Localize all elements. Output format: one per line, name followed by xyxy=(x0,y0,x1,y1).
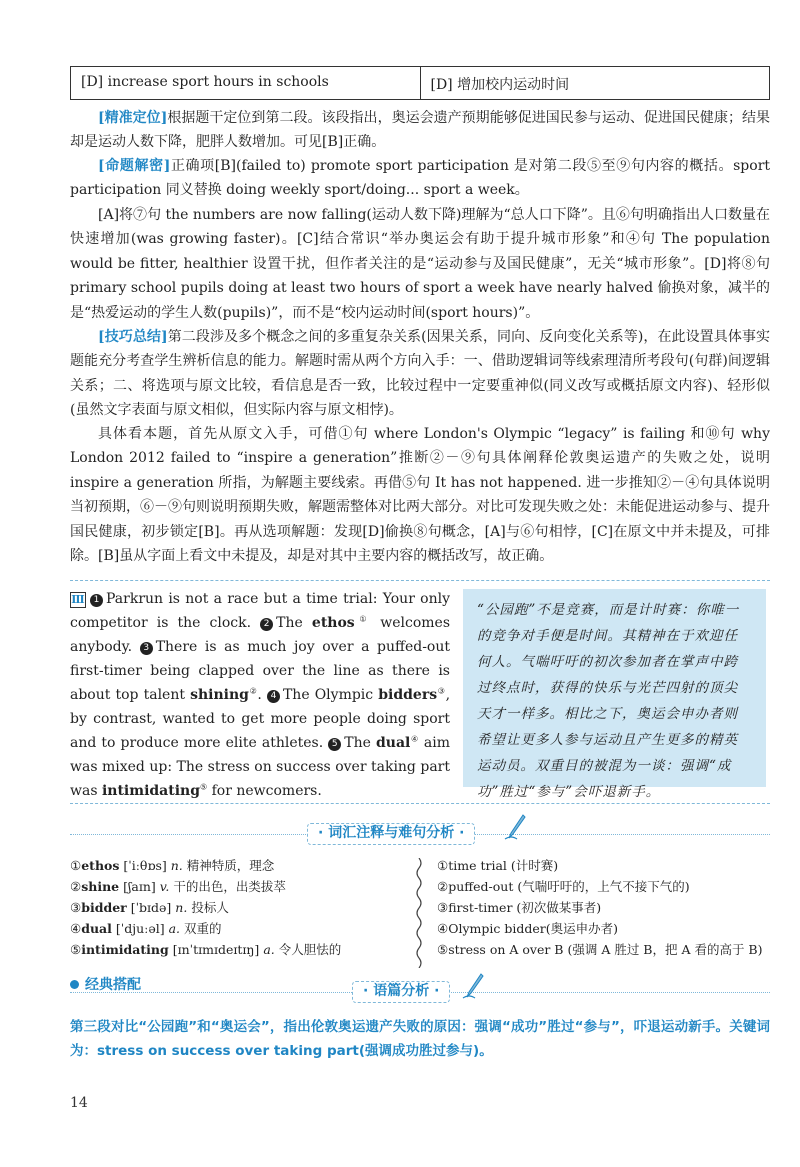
vocab-item: ⑤intimidating [ɪnˈtɪmɪdeɪtɪŋ] a. 令人胆怯的 xyxy=(70,942,342,957)
vocab-word-shining: shining xyxy=(190,687,249,703)
sentence-3-end: . xyxy=(257,687,262,703)
footnote-marker-5: ⑤ xyxy=(200,782,208,792)
vocab-list-left xyxy=(70,855,400,960)
vocab-header: · 词汇注释与难句分析 · xyxy=(307,823,475,845)
sentence-2-start: The xyxy=(276,615,303,631)
footnote-marker-4: ④ xyxy=(410,734,419,744)
discourse-analysis-text: 第三段对比“公园跑”和“奥运会”，指出伦敦奥运遗产失败的原因：强调“成功”胜过“参与”，吓退运动新手。关键词为：stress on success over taking part(强调成功胜过参与)。 xyxy=(70,1019,770,1059)
translation-box: “公园跑”不是竞赛，而是计时赛：你唯一的竞争对手便是时间。其精神在于欢迎任何人。气喘吁吁的初次参加者在掌声中跨过终点时，获得的快乐与光芒四射的顶尖天才一样多。相比之下，奥运会申办者则希望让更多人参与运动且产生更多的精英运动员。双重目的被混为一谈：强调“成功”胜过“参与”会吓退新手。 xyxy=(463,589,766,787)
footnote-marker-1: ① xyxy=(354,614,372,624)
option-d-english: [D] increase sport hours in schools xyxy=(81,74,329,90)
vocab-word-intimidating: intimidating xyxy=(101,783,200,799)
sentence-5-end: for newcomers. xyxy=(211,783,322,799)
vocab-word-dual: dual xyxy=(375,735,411,751)
question-decode-text: 正确项[B](failed to) promote sport participation 是对第二段⑤至⑨句内容的概括。sport participation 同义替换 doing weekly sport/doing... sport a week。 xyxy=(70,158,771,199)
pen-icon xyxy=(503,813,527,841)
phrase-item: ④Olympic bidder(奥运申办者) xyxy=(437,921,618,936)
phrase-item: ②puffed-out (气喘吁吁的，上气不接下气的) xyxy=(437,879,690,894)
precise-location-paragraph xyxy=(70,106,770,155)
sentence-5-middle: aim was mixed up: The stress on success over taking part was xyxy=(70,735,450,799)
vocab-word-bidders: bidders xyxy=(378,687,438,703)
answer-option-table xyxy=(70,66,770,100)
sentence-5-start: The xyxy=(344,735,371,751)
sentence-number-3: 3 xyxy=(140,642,153,655)
sentence-number-5: 5 xyxy=(328,738,341,751)
sentence-4-end: , by contrast, wanted to get more people doing sport and to produce more elite athletes. xyxy=(70,687,451,751)
question-decode-paragraph xyxy=(70,154,770,203)
classic-collocation-title xyxy=(70,974,141,994)
phrase-item: ①time trial (计时赛) xyxy=(437,858,559,873)
bullet-dot-icon xyxy=(70,980,79,989)
sentence-number-2: 2 xyxy=(260,618,273,631)
section-roman-numeral: Ⅲ xyxy=(71,593,85,606)
vocab-item: ①ethos [ˈiːθɒs] n. 精神特质，理念 xyxy=(70,858,275,873)
footnote-marker-3: ③ xyxy=(437,686,446,696)
sentence-1: Parkrun is not a race but a time trial: Your only competitor is the clock. xyxy=(70,591,450,631)
vocab-item: ③bidder [ˈbɪdə] n. 投标人 xyxy=(70,900,229,915)
skills-summary-tag: [技巧总结] xyxy=(98,329,168,345)
option-d-chinese: [D] 增加校内运动时间 xyxy=(420,67,770,99)
vocab-list-right xyxy=(437,855,770,960)
footnote-marker-2: ② xyxy=(248,686,258,696)
vocab-item: ④dual [ˈdjuːəl] a. 双重的 xyxy=(70,921,222,936)
distractor-analysis-paragraph: [A]将⑦句 the numbers are now falling(运动人数下降)理解为“总人口下降”。且⑥句明确指出人口数量在快速增加(was growing faster)。[C]结合常识“举办奥运会有助于提升城市形象”和④句 The population would be fitter, healthier 设置干扰，但作者关注的是“运动参与及国民健康”，无关“城市形象”。[D]将⑧句 primary school pupils doing at least two hours of sport a week have nearly halved 偷换对象，减半的是“热爱运动的学生人数(pupils)”，而不是“校内运动时间(sport hours)”。 xyxy=(70,207,770,321)
phrase-item: ③first-timer (初次做某事者) xyxy=(437,900,602,915)
passage-paragraph-3 xyxy=(70,587,450,803)
question-decode-tag: [命题解密] xyxy=(98,158,171,174)
precise-location-tag: [精准定位] xyxy=(98,110,168,126)
wavy-divider xyxy=(413,858,425,968)
vocab-word-ethos: ethos xyxy=(311,615,355,631)
precise-location-text: 根据题干定位到第二段。该段指出，奥运会遗产预期能够促进国民参与运动、促进国民健康；结果却是运动人数下降，肥胖人数增加。可见[B]正确。 xyxy=(70,110,770,151)
specific-analysis-paragraph: 具体看本题，首先从原文入手，可借①句 where London's Olympic “legacy” is failing 和⑩句 why London 2012 failed to “inspire a generation”推断②－⑨句具体阐释伦敦奥运遗产的失败之处，说明 inspire a generation 所指，为解题主要线索。再借⑤句 It has not happened. 进一步推知②－④句具体说明当初预期，⑥－⑨句则说明预期失败，解题需整体对比两大部分。对比可发现失败之处：未能促进运动参与、提升国民健康，初步锁定[B]。再从选项解题：发现[D]偷换⑧句概念，[A]与⑥句相悖，[C]在原文中并未提及，可排除。[B]虽从字面上看文中未提及，却是对其中主要内容的概括改写，故正确。 xyxy=(70,426,770,565)
sentence-4-start: The Olympic xyxy=(282,687,374,703)
phrase-item: ⑤stress on A over B (强调 A 胜过 B，把 A 看的高于 B) xyxy=(437,942,763,957)
sentence-number-1: 1 xyxy=(90,594,103,607)
vocab-item: ②shine [ʃaɪn] v. 干的出色，出类拔萃 xyxy=(70,879,286,894)
sentence-3-start: There is as much joy over a puffed-out first-timer being clapped over the line as there is about top talent xyxy=(70,639,450,703)
analysis-header: · 语篇分析 · xyxy=(352,981,450,1003)
page-number: 14 xyxy=(70,1095,88,1111)
sentence-number-4: 4 xyxy=(267,690,280,703)
sentence-2-end: welcomes anybody. xyxy=(70,615,451,655)
skills-summary-text: 第二段涉及多个概念之间的多重复杂关系(因果关系，同向、反向变化关系等)，在此设置具体事实题能充分考查学生辨析信息的能力。解题时需从两个方向入手：一、借助逻辑词等线索理清所考段句(句群)间逻辑关系；二、将选项与原文比较，看信息是否一致，比较过程中一定要重神似(同义改写或概括原文内容)、轻形似(虽然文字表面与原文相似，但实际内容与原文相悖)。 xyxy=(70,329,770,419)
skills-summary-paragraph xyxy=(70,325,770,423)
classic-collocation-label: 经典搭配 xyxy=(85,977,141,993)
pen-icon xyxy=(461,972,485,1000)
